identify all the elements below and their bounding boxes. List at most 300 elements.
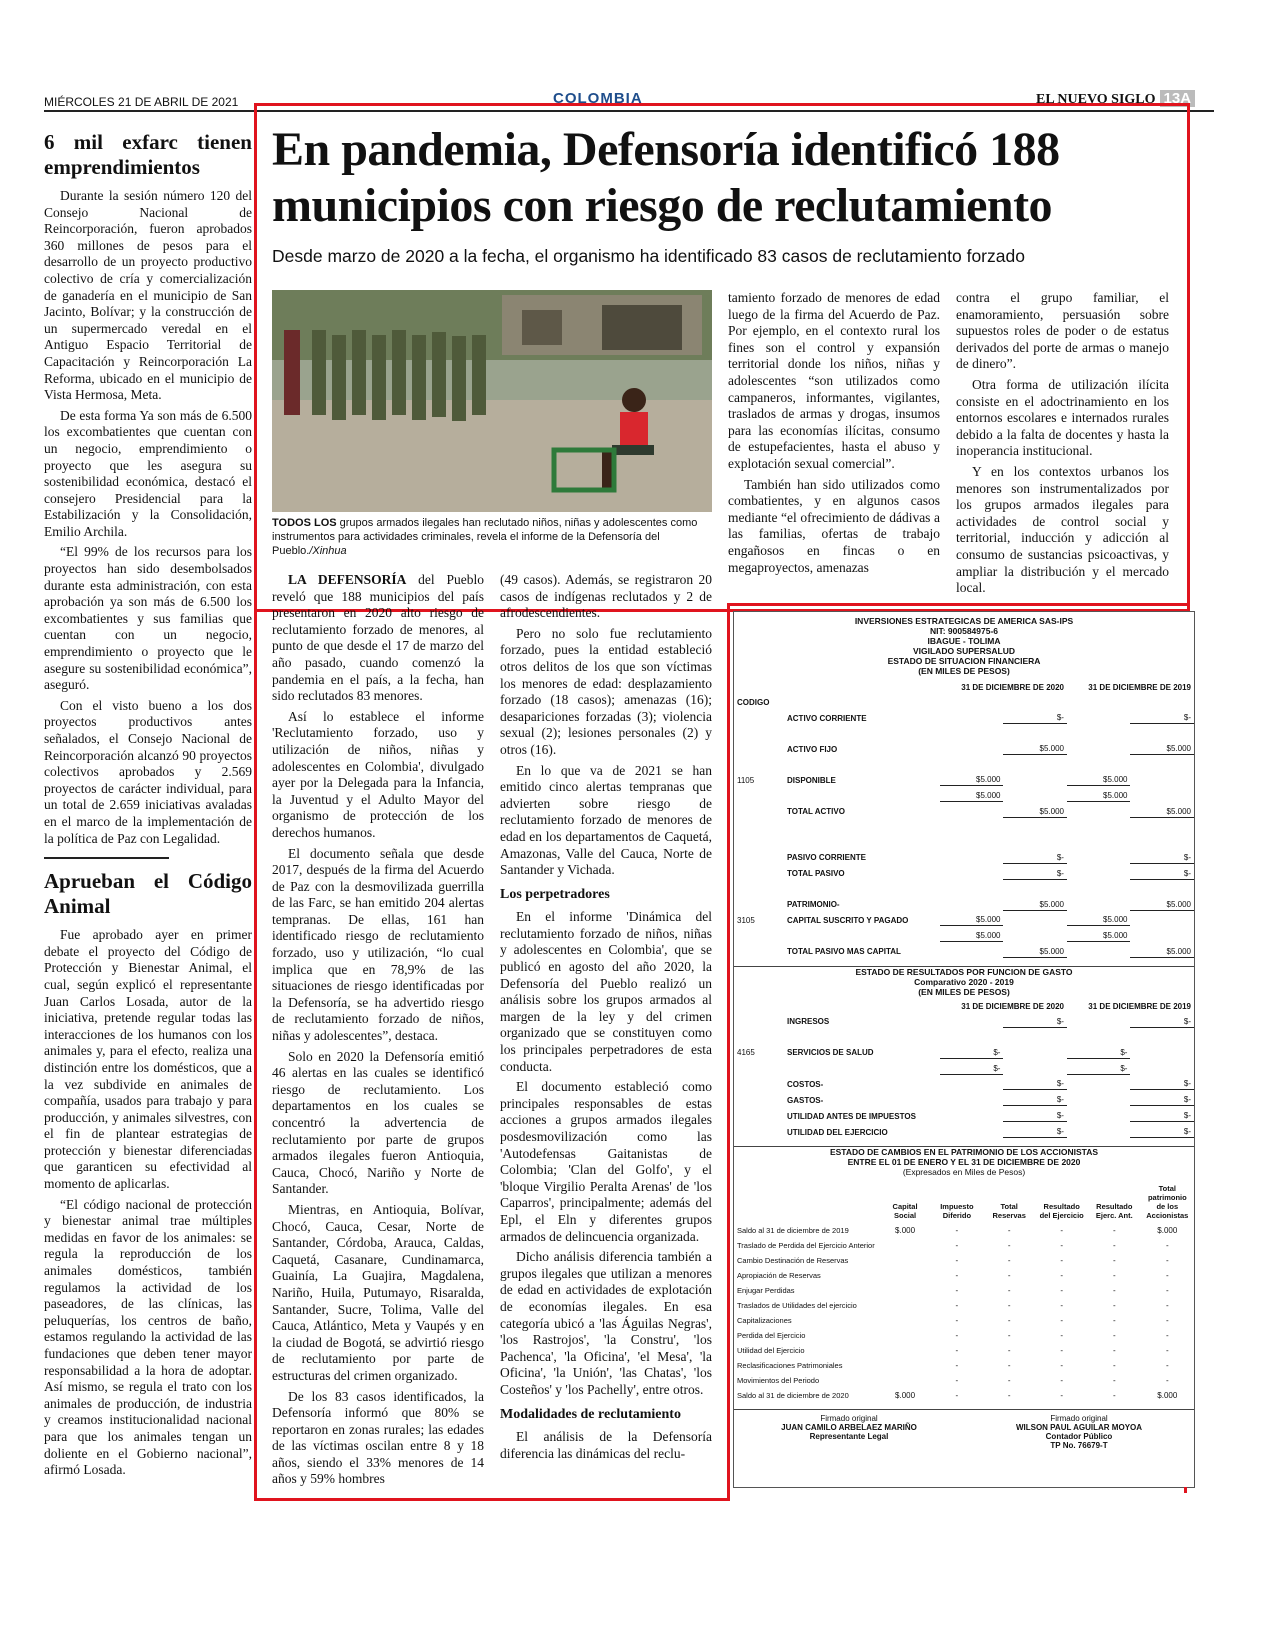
paragraph-text: Solo en 2020 la Defensoría emitió 46 alertas en las cuales se identificó riesgo de reclutamiento. Los departamentos en los cuales se concentró la advertencia de reclutamiento por parte de grupos armados ilegales fueron Antioquia, Cauca, Chocó, Nariño y Norte de Santander. bbox=[272, 1048, 484, 1197]
row-code bbox=[734, 926, 784, 942]
is-date-2020: 31 DE DICIEMBRE DE 2020 bbox=[961, 1001, 1064, 1011]
row-value bbox=[1003, 833, 1067, 848]
article-column-1 bbox=[272, 572, 484, 1492]
paragraph-text: Otra forma de utilización ilícita consiste en el adoctrinamiento en los entornos escolares e internados rurales debido a la falta de docentes y hasta la inoperancia institucional. bbox=[956, 376, 1169, 459]
paragraph bbox=[272, 1389, 484, 1489]
fin-bs-units: (EN MILES DE PESOS) bbox=[918, 666, 1010, 676]
row-value bbox=[1067, 1012, 1130, 1028]
photo-caption bbox=[272, 516, 712, 558]
article-photo bbox=[272, 290, 712, 512]
table-row bbox=[734, 724, 1194, 740]
row-value: $- bbox=[940, 1043, 1003, 1059]
equity-cell bbox=[879, 1236, 930, 1251]
row-value: $5.000 bbox=[940, 786, 1003, 802]
row-value bbox=[940, 724, 1003, 740]
row-value: $5.000 bbox=[940, 770, 1003, 786]
row-value bbox=[940, 895, 1003, 911]
table-row bbox=[734, 786, 1194, 802]
row-value bbox=[1003, 817, 1067, 833]
row-value bbox=[1130, 755, 1194, 771]
row-value bbox=[1003, 926, 1067, 942]
equity-cell: - bbox=[1112, 1376, 1116, 1385]
equity-cell: - bbox=[1060, 1391, 1063, 1400]
equity-cell: - bbox=[1165, 1286, 1169, 1295]
row-value: $- bbox=[1003, 848, 1067, 864]
row-code bbox=[734, 848, 784, 864]
row-value: $- bbox=[1130, 708, 1194, 724]
equity-row bbox=[734, 1266, 1194, 1281]
row-label: DISPONIBLE bbox=[787, 775, 836, 785]
equity-cell: - bbox=[1165, 1316, 1169, 1325]
row-label: PASIVO CORRIENTE bbox=[787, 853, 866, 862]
paragraph-text: Pero no solo fue reclutamiento forzado, pues la entidad estableció otros delitos de los que son víctimas los menores de edad: desplazamiento forzado (18 casos); amenazas (16); desapariciones forzadas (3); violencia sexual (2); lesiones personales (2) y otros (16). bbox=[500, 625, 712, 757]
paragraph bbox=[500, 1429, 712, 1462]
row-value bbox=[1003, 724, 1067, 740]
paragraph bbox=[728, 477, 940, 577]
paragraph: “El 99% de los recursos para los proyectos han sido desembolsados durante esta administración, con esta aprobación ya son más de 6.500 los excombatientes y sus familias que cuentan con un negocio, emprendimiento o proyecto que le asegure su sostenibilidad económica”, aseguró. bbox=[44, 544, 252, 693]
row-value bbox=[1003, 879, 1067, 895]
story-divider bbox=[44, 857, 169, 859]
frame-bottom bbox=[254, 1498, 730, 1501]
equity-col-header: Total patrimonio de los Accionistas bbox=[1146, 1184, 1189, 1220]
equity-cell: - bbox=[1060, 1331, 1063, 1340]
paragraph-text: De los 83 casos identificados, la Defensoría informó que 80% se reportaron en zonas rurales; las edades de las víctimas oscilan entre 8 y 18 años, siendo el 33% menores de 14 años y 59% hombres bbox=[272, 1388, 484, 1487]
equity-row bbox=[734, 1371, 1194, 1386]
row-value: $- bbox=[1003, 1090, 1067, 1106]
equity-row-label: Cambio Destinación de Reservas bbox=[737, 1256, 849, 1265]
paragraph-text: (49 casos). Además, se registraron 20 casos de indígenas reclutados y 2 de afrodescendientes. bbox=[500, 572, 712, 621]
table-row bbox=[734, 879, 1194, 895]
row-value bbox=[1130, 817, 1194, 833]
article-column-3 bbox=[728, 290, 940, 580]
paragraph bbox=[500, 626, 712, 759]
row-label bbox=[784, 1058, 940, 1074]
paragraph bbox=[272, 572, 484, 705]
equity-cell bbox=[879, 1341, 930, 1356]
row-label: SERVICIOS DE SALUD bbox=[787, 1048, 874, 1057]
paragraph bbox=[500, 572, 712, 622]
table-row bbox=[734, 910, 1194, 926]
is-date-2019: 31 DE DICIEMBRE DE 2019 bbox=[1088, 1001, 1191, 1011]
table-row bbox=[734, 926, 1194, 942]
paragraph: Durante la sesión número 120 del Consejo Nacional de Reincorporación, fueron aprobados 360 millones de pesos para el desarrollo de un proyecto productivo colectivo de cría y comercialización de ganadería en el municipio de San Jacinto, Bolívar; y la construcción de un supermercado veredal en el Antiguo Espacio Territorial de Capacitación y Reincorporación La Reforma, ubicado en el municipio de Vista Hermosa, Meta. bbox=[44, 188, 252, 403]
sig2-name: WILSON PAUL AGUILAR MOYOA bbox=[1015, 1423, 1143, 1432]
row-value: $- bbox=[1130, 848, 1194, 864]
row-value: $- bbox=[1003, 1106, 1067, 1122]
row-value bbox=[1130, 1043, 1194, 1059]
equity-cell: - bbox=[1007, 1226, 1011, 1235]
table-row bbox=[734, 739, 1194, 755]
row-value bbox=[940, 942, 1003, 958]
equity-cell: - bbox=[955, 1241, 959, 1250]
equity-row-label: Perdida del Ejercicio bbox=[737, 1331, 806, 1340]
paragraph-text: También han sido utilizados como combatientes, y en algunos casos mediante “el ofrecimiento de dádivas a las familias, ofertas de trabajo engañosos en fincas o en megaproyectos, amenazas bbox=[728, 476, 940, 575]
equity-cell: - bbox=[955, 1316, 959, 1325]
equity-cell: - bbox=[1165, 1361, 1169, 1370]
sig1-name: JUAN CAMILO ARBELAEZ MARIÑO bbox=[781, 1423, 917, 1432]
paragraph-text: Dicho análisis diferencia también a grupos ilegales que utilizan a menores de edad en actividades de explotación de economías ilegales. En esa categoría ubicó a 'las Águilas Negras', 'los Rastrojos', 'la Constru', 'los Pachenca', 'la Oficina', 'el Mesa', 'la Oficina', 'la Unión', 'las Chatas', 'los Costeños' y 'los Pachelly', entre otros. bbox=[500, 1249, 712, 1397]
equity-cell: - bbox=[955, 1286, 959, 1295]
equity-cell: - bbox=[1007, 1346, 1011, 1355]
row-code: 1105 bbox=[737, 775, 755, 785]
equity-row-label: Capitalizaciones bbox=[737, 1316, 792, 1325]
row-value: $5.000 bbox=[940, 910, 1003, 926]
row-value bbox=[1067, 1106, 1130, 1122]
row-value bbox=[1067, 1027, 1130, 1043]
equity-row bbox=[734, 1281, 1194, 1296]
table-row bbox=[734, 942, 1194, 958]
equity-cell: - bbox=[955, 1271, 959, 1280]
lead-in: LA DEFENSORÍA bbox=[288, 572, 407, 587]
equity-cell: - bbox=[1112, 1331, 1116, 1340]
article-column-4 bbox=[956, 290, 1169, 601]
row-code bbox=[734, 863, 784, 879]
equity-row bbox=[734, 1341, 1194, 1356]
row-value bbox=[940, 802, 1003, 818]
newspaper-name: EL NUEVO SIGLO bbox=[1036, 92, 1156, 107]
fin-bs-title: ESTADO DE SITUACION FINANCIERA bbox=[887, 656, 1041, 666]
row-value bbox=[1067, 755, 1130, 771]
equity-row-label: Enjugar Perdidas bbox=[737, 1286, 795, 1295]
sig2-tp: TP No. 76679-T bbox=[1050, 1441, 1108, 1450]
row-code bbox=[734, 1027, 784, 1043]
fin-eq-sub: ENTRE EL 01 DE ENERO Y EL 31 DE DICIEMBRE DE 2020 bbox=[847, 1157, 1081, 1167]
equity-cell: - bbox=[1007, 1301, 1011, 1310]
sig2-role: Contador Público bbox=[1045, 1432, 1113, 1441]
equity-cell: - bbox=[1060, 1316, 1063, 1325]
signature-accountant bbox=[964, 1414, 1194, 1450]
equity-cell: - bbox=[1112, 1361, 1116, 1370]
bs-date-2019: 31 DE DICIEMBRE DE 2019 bbox=[1088, 683, 1191, 692]
row-label bbox=[784, 755, 940, 771]
row-value: $- bbox=[1130, 1090, 1194, 1106]
equity-cell: - bbox=[1112, 1226, 1116, 1235]
equity-cell: - bbox=[1060, 1286, 1063, 1295]
paragraph-text: Mientras, en Antioquia, Bolívar, Chocó, Cauca, Cesar, Norte de Santander, Córdoba, Arauca, Caldas, Caquetá, Casanare, Cundinamarca, Guainía, La Guajira, Magdalena, Nariño, Huila, Putumayo, Risaralda, Santander, Sucre, Tolima, Valle del Cauca, Atlántico, Meta y Vaupés y en la ciudad de Bogotá, se advirtió riesgo de reclutamiento por parte de estructuras del crimen organizado. bbox=[272, 1201, 484, 1383]
caption-lead: TODOS LOS bbox=[272, 517, 337, 529]
fin-company: INVERSIONES ESTRATEGICAS DE AMERICA SAS-IPS bbox=[854, 616, 1074, 626]
row-label: TOTAL ACTIVO bbox=[787, 807, 845, 816]
equity-cell: - bbox=[1060, 1256, 1063, 1265]
row-code bbox=[734, 1122, 784, 1138]
equity-cell: - bbox=[955, 1391, 959, 1400]
row-value: $5.000 bbox=[1003, 942, 1067, 958]
row-value bbox=[1003, 910, 1067, 926]
row-value: $- bbox=[1067, 1043, 1130, 1059]
row-value bbox=[1003, 755, 1067, 771]
balance-sheet-table bbox=[734, 678, 1194, 958]
row-value bbox=[1067, 1090, 1130, 1106]
signatures bbox=[734, 1414, 1194, 1450]
equity-row-label: Saldo al 31 de diciembre de 2019 bbox=[737, 1226, 849, 1235]
row-value: $5.000 bbox=[1067, 910, 1130, 926]
row-value bbox=[940, 739, 1003, 755]
row-label: ACTIVO CORRIENTE bbox=[787, 713, 867, 723]
row-value bbox=[1003, 1043, 1067, 1059]
row-label: PATRIMONIO- bbox=[787, 900, 840, 909]
row-code bbox=[734, 1058, 784, 1074]
row-value bbox=[940, 755, 1003, 771]
page-number: 13A bbox=[1160, 90, 1196, 107]
row-value bbox=[1067, 879, 1130, 895]
row-code bbox=[734, 1074, 784, 1090]
paragraph bbox=[500, 763, 712, 879]
row-value: $- bbox=[1130, 1074, 1194, 1090]
row-value bbox=[1130, 1027, 1194, 1043]
row-code bbox=[734, 1090, 784, 1106]
row-code bbox=[734, 739, 784, 755]
equity-cell: - bbox=[1112, 1301, 1116, 1310]
table-row bbox=[734, 755, 1194, 771]
row-code: 4165 bbox=[737, 1048, 755, 1057]
row-label: TOTAL PASIVO MAS CAPITAL bbox=[787, 947, 901, 956]
equity-cell: - bbox=[1060, 1226, 1063, 1235]
equity-cell: - bbox=[1007, 1361, 1011, 1370]
codigo-label: CODIGO bbox=[737, 698, 770, 707]
equity-col-header: Capital Social bbox=[892, 1202, 918, 1220]
row-value: $- bbox=[1003, 1074, 1067, 1090]
table-row bbox=[734, 848, 1194, 864]
row-value bbox=[1067, 802, 1130, 818]
subheading: Modalidades de reclutamiento bbox=[500, 1406, 681, 1422]
table-row bbox=[734, 802, 1194, 818]
row-value bbox=[1067, 1122, 1130, 1138]
row-value bbox=[940, 1090, 1003, 1106]
row-label bbox=[784, 879, 940, 895]
equity-cell: - bbox=[1060, 1301, 1063, 1310]
signature-legal bbox=[734, 1414, 964, 1450]
equity-cell: - bbox=[1165, 1256, 1169, 1265]
row-value bbox=[1003, 770, 1067, 786]
row-value bbox=[1130, 833, 1194, 848]
row-value: $5.000 bbox=[1130, 942, 1194, 958]
paragraph bbox=[272, 1202, 484, 1385]
row-code bbox=[734, 879, 784, 895]
equity-row bbox=[734, 1326, 1194, 1341]
row-code: 3105 bbox=[737, 915, 755, 925]
equity-cell: $.000 bbox=[895, 1391, 916, 1400]
subheading: Los perpetradores bbox=[500, 886, 610, 902]
row-label: ACTIVO FIJO bbox=[787, 744, 838, 754]
fin-is-title: ESTADO DE RESULTADOS POR FUNCION DE GASTO bbox=[855, 966, 1073, 977]
paragraph-text: Y en los contextos urbanos los menores son instrumentalizados por los grupos armados ilegales para actividades de control social y territorial, inducción y adicción al consumo de sustancias psicoactivas, y ampliar la distribución y el mercado local. bbox=[956, 463, 1169, 596]
row-value: $5.000 bbox=[1130, 739, 1194, 755]
paragraph bbox=[500, 1079, 712, 1245]
equity-cell: - bbox=[1060, 1271, 1063, 1280]
equity-cell: - bbox=[1112, 1316, 1116, 1325]
equity-cell: - bbox=[955, 1226, 959, 1235]
table-row bbox=[734, 708, 1194, 724]
row-value: $- bbox=[1003, 863, 1067, 879]
row-code bbox=[734, 833, 784, 848]
equity-cell: $.000 bbox=[1157, 1391, 1178, 1400]
row-label: COSTOS- bbox=[787, 1079, 824, 1089]
row-label: UTILIDAD ANTES DE IMPUESTOS bbox=[787, 1111, 916, 1121]
equity-cell: - bbox=[1112, 1346, 1116, 1355]
equity-row-label: Movimientos del Periodo bbox=[737, 1376, 820, 1385]
equity-cell: - bbox=[1112, 1286, 1116, 1295]
row-value: $5.000 bbox=[940, 926, 1003, 942]
row-value bbox=[1003, 1058, 1067, 1074]
row-value bbox=[1130, 786, 1194, 802]
equity-cell: - bbox=[955, 1346, 959, 1355]
row-value bbox=[1003, 786, 1067, 802]
equity-cell: $.000 bbox=[1157, 1226, 1178, 1235]
equity-cell: - bbox=[1060, 1361, 1063, 1370]
story1-body bbox=[44, 188, 252, 847]
row-code bbox=[734, 895, 784, 911]
frame-left bbox=[254, 606, 257, 1501]
equity-row bbox=[734, 1236, 1194, 1251]
equity-cell: - bbox=[1165, 1271, 1169, 1280]
table-row bbox=[734, 817, 1194, 833]
row-value bbox=[1130, 910, 1194, 926]
row-value: $- bbox=[1067, 1058, 1130, 1074]
equity-cell bbox=[879, 1251, 930, 1266]
paragraph-text: contra el grupo familiar, el enamoramiento, persuasión sobre supuestos roles de poder o de estatus derivados del porte de armas o manejo de dinero”. bbox=[956, 290, 1169, 372]
equity-cell: - bbox=[1165, 1241, 1169, 1250]
equity-col-header: Resultado Ejerc. Ant. bbox=[1095, 1202, 1133, 1220]
equity-cell: - bbox=[1112, 1271, 1116, 1280]
row-value bbox=[1067, 739, 1130, 755]
row-code bbox=[734, 942, 784, 958]
row-value bbox=[1067, 833, 1130, 848]
equity-row-label: Apropiación de Reservas bbox=[737, 1271, 821, 1280]
paragraph bbox=[272, 846, 484, 1045]
story2-title: Aprueban el Código Animal bbox=[44, 869, 252, 919]
row-code bbox=[734, 755, 784, 771]
table-row bbox=[734, 1012, 1194, 1028]
sig1-note: Firmado original bbox=[820, 1414, 878, 1423]
equity-row-label: Traslado de Perdida del Ejercicio Anterior bbox=[737, 1241, 875, 1250]
bs-code-header bbox=[734, 693, 1194, 708]
row-value bbox=[1130, 770, 1194, 786]
equity-cell: - bbox=[1112, 1391, 1116, 1400]
equity-cell: $.000 bbox=[895, 1226, 916, 1235]
equity-cell: - bbox=[1007, 1286, 1011, 1295]
fin-eq-units: (Expresados en Miles de Pesos) bbox=[902, 1167, 1026, 1177]
equity-row bbox=[734, 1251, 1194, 1266]
equity-cell: - bbox=[1007, 1316, 1011, 1325]
row-value bbox=[940, 879, 1003, 895]
row-value bbox=[1130, 724, 1194, 740]
row-code bbox=[734, 786, 784, 802]
paragraph bbox=[956, 290, 1169, 373]
paragraph: “El código nacional de protección y bienestar animal trae múltiples medidas en favor de los animales: se regula la reproducción de los animales domésticos, también regulamos la actividad de los paseadores, de las clínicas, las peluquerías, los centros de baño, estamos regulando la actividad de las fundaciones que deben tener mayor responsabilidad a la hora de adoptar. Así mismo, se regula el trato con los animales de producción, de industria y creamos institucionalidad nacional para que los animales tengan un doliente en el Gobierno nacional”, afirmó Losada. bbox=[44, 1196, 252, 1478]
row-label: TOTAL PASIVO bbox=[787, 869, 845, 878]
fin-nit: NIT: 900584975-6 bbox=[929, 626, 999, 636]
equity-row bbox=[734, 1221, 1194, 1236]
row-value bbox=[1130, 926, 1194, 942]
frame-mid bbox=[727, 603, 1187, 606]
paragraph-text: tamiento forzado de menores de edad luego de la firma del Acuerdo de Paz. Por ejemplo, en el contexto rural los fines son el control y expansión territorial donde los niños, niñas y adolescentes “son utilizados como campaneros, informantes, vigilantes, traslados de armas y drogas, insumos para las economías ilícitas, consumo de estupefacientes, hasta el abuso y explotación sexual comercial”. bbox=[728, 290, 940, 471]
equity-cell: - bbox=[1060, 1346, 1063, 1355]
row-value: $- bbox=[1130, 1012, 1194, 1028]
paragraph-text: Así lo establece el informe 'Reclutamiento forzado, uso y utilización de niños, niñas y adolescentes en Colombia', divulgado ayer por la Delegada para la Infancia, la Juventud y el Adulto Mayor del organismo de protección de los derechos humanos. bbox=[272, 708, 484, 840]
income-statement-table bbox=[734, 997, 1194, 1139]
table-row bbox=[734, 895, 1194, 911]
row-value: $- bbox=[1130, 863, 1194, 879]
equity-cell: - bbox=[1112, 1256, 1116, 1265]
equity-cell bbox=[879, 1371, 930, 1386]
row-label bbox=[784, 786, 940, 802]
paragraph bbox=[728, 290, 940, 473]
table-row bbox=[734, 1122, 1194, 1138]
row-value: $- bbox=[1130, 1106, 1194, 1122]
equity-col-header: Impuesto Diferido bbox=[940, 1202, 974, 1220]
equity-row-label: Reclasificaciones Patrimoniales bbox=[737, 1361, 843, 1370]
row-value bbox=[1003, 1027, 1067, 1043]
equity-cell: - bbox=[955, 1331, 959, 1340]
table-row bbox=[734, 1090, 1194, 1106]
row-value: $5.000 bbox=[1067, 926, 1130, 942]
article-column-2 bbox=[500, 572, 712, 1466]
row-label: INGRESOS bbox=[787, 1017, 830, 1026]
fin-vigilado: VIGILADO SUPERSALUD bbox=[912, 646, 1015, 656]
row-value: $- bbox=[940, 1058, 1003, 1074]
row-value bbox=[940, 708, 1003, 724]
row-value bbox=[940, 817, 1003, 833]
table-row bbox=[734, 1058, 1194, 1074]
equity-row bbox=[734, 1311, 1194, 1326]
equity-cell: - bbox=[1007, 1391, 1011, 1400]
row-value: $5.000 bbox=[1067, 786, 1130, 802]
paragraph-text: En el informe 'Dinámica del reclutamiento forzado de niños, niñas y adolescentes en Colombia', que se publicó en agosto del año 2020, la Defensoría del Pueblo realizó un análisis sobre los grupos armados al margen de la ley y del crimen organizado que se constituyen como los principales perpetradores de esta conducta. bbox=[500, 909, 712, 1074]
row-code bbox=[734, 802, 784, 818]
row-value bbox=[940, 1106, 1003, 1122]
equity-cell bbox=[879, 1281, 930, 1296]
fin-city: IBAGUE - TOLIMA bbox=[927, 636, 1001, 646]
equity-row bbox=[734, 1356, 1194, 1371]
row-value bbox=[940, 848, 1003, 864]
table-row bbox=[734, 1043, 1194, 1059]
fin-is-sub: Comparativo 2020 - 2019 bbox=[914, 976, 1014, 987]
table-row bbox=[734, 1106, 1194, 1122]
row-label bbox=[784, 833, 940, 848]
equity-row bbox=[734, 1386, 1194, 1401]
equity-row-label: Saldo al 31 de diciembre de 2020 bbox=[737, 1391, 849, 1400]
fin-is-units: (EN MILES DE PESOS) bbox=[918, 986, 1010, 997]
side-column bbox=[44, 130, 252, 1483]
row-value: $- bbox=[1003, 708, 1067, 724]
equity-cell: - bbox=[1007, 1256, 1011, 1265]
equity-cell: - bbox=[1060, 1376, 1063, 1385]
frame-corner-mark bbox=[1184, 1487, 1187, 1493]
equity-cell: - bbox=[1060, 1241, 1063, 1250]
table-row bbox=[734, 833, 1194, 848]
row-value bbox=[940, 1027, 1003, 1043]
table-row bbox=[734, 1027, 1194, 1043]
equity-cell: - bbox=[1007, 1241, 1011, 1250]
paragraph: De esta forma Ya son más de 6.500 los excombatientes que cuentan con un negocio, emprendimiento o proyecto que les asegura su sostenibilidad económica, destacó el consejero Presidencial para la Estabilización y la Consolidación, Emilio Archila. bbox=[44, 407, 252, 539]
paragraph bbox=[500, 1249, 712, 1398]
paragraph: Con el visto bueno a los dos proyectos productivos antes señalados, el Consejo Nacional de Reincorporación alcanzó 90 proyectos colectivos aprobados y 2.569 proyectos de carácter individual, para un total de 2.659 iniciativas avaladas en el marco de la implementación de la política de Paz con Legalidad. bbox=[44, 697, 252, 846]
row-label bbox=[784, 926, 940, 942]
equity-cell: - bbox=[955, 1256, 959, 1265]
paragraph bbox=[956, 464, 1169, 597]
row-label bbox=[784, 1027, 940, 1043]
paragraph-text: El análisis de la Defensoría diferencia las dinámicas del reclu- bbox=[500, 1429, 712, 1461]
section-name: COLOMBIA bbox=[553, 90, 643, 107]
equity-col-header: Total Reservas bbox=[992, 1202, 1026, 1220]
equity-cell: - bbox=[1112, 1241, 1116, 1250]
paragraph-text: El documento estableció como principales responsables de estas acciones a grupos armados ilegales posdesmovilización como las 'Autodefensas Gaitanistas de Colombia; 'Clan del Golfo', y el 'bloque Virgilio Peralta Arenas' de 'los Caparros', principalmente; además del Epl, el Eln y diferentes grupos armados de delincuencia organizada. bbox=[500, 1079, 712, 1244]
row-value bbox=[1067, 848, 1130, 864]
equity-cell bbox=[879, 1266, 930, 1281]
equity-cell: - bbox=[1165, 1301, 1169, 1310]
equity-col-header: Resultado del Ejercicio bbox=[1039, 1202, 1084, 1220]
equity-table bbox=[734, 1183, 1194, 1401]
